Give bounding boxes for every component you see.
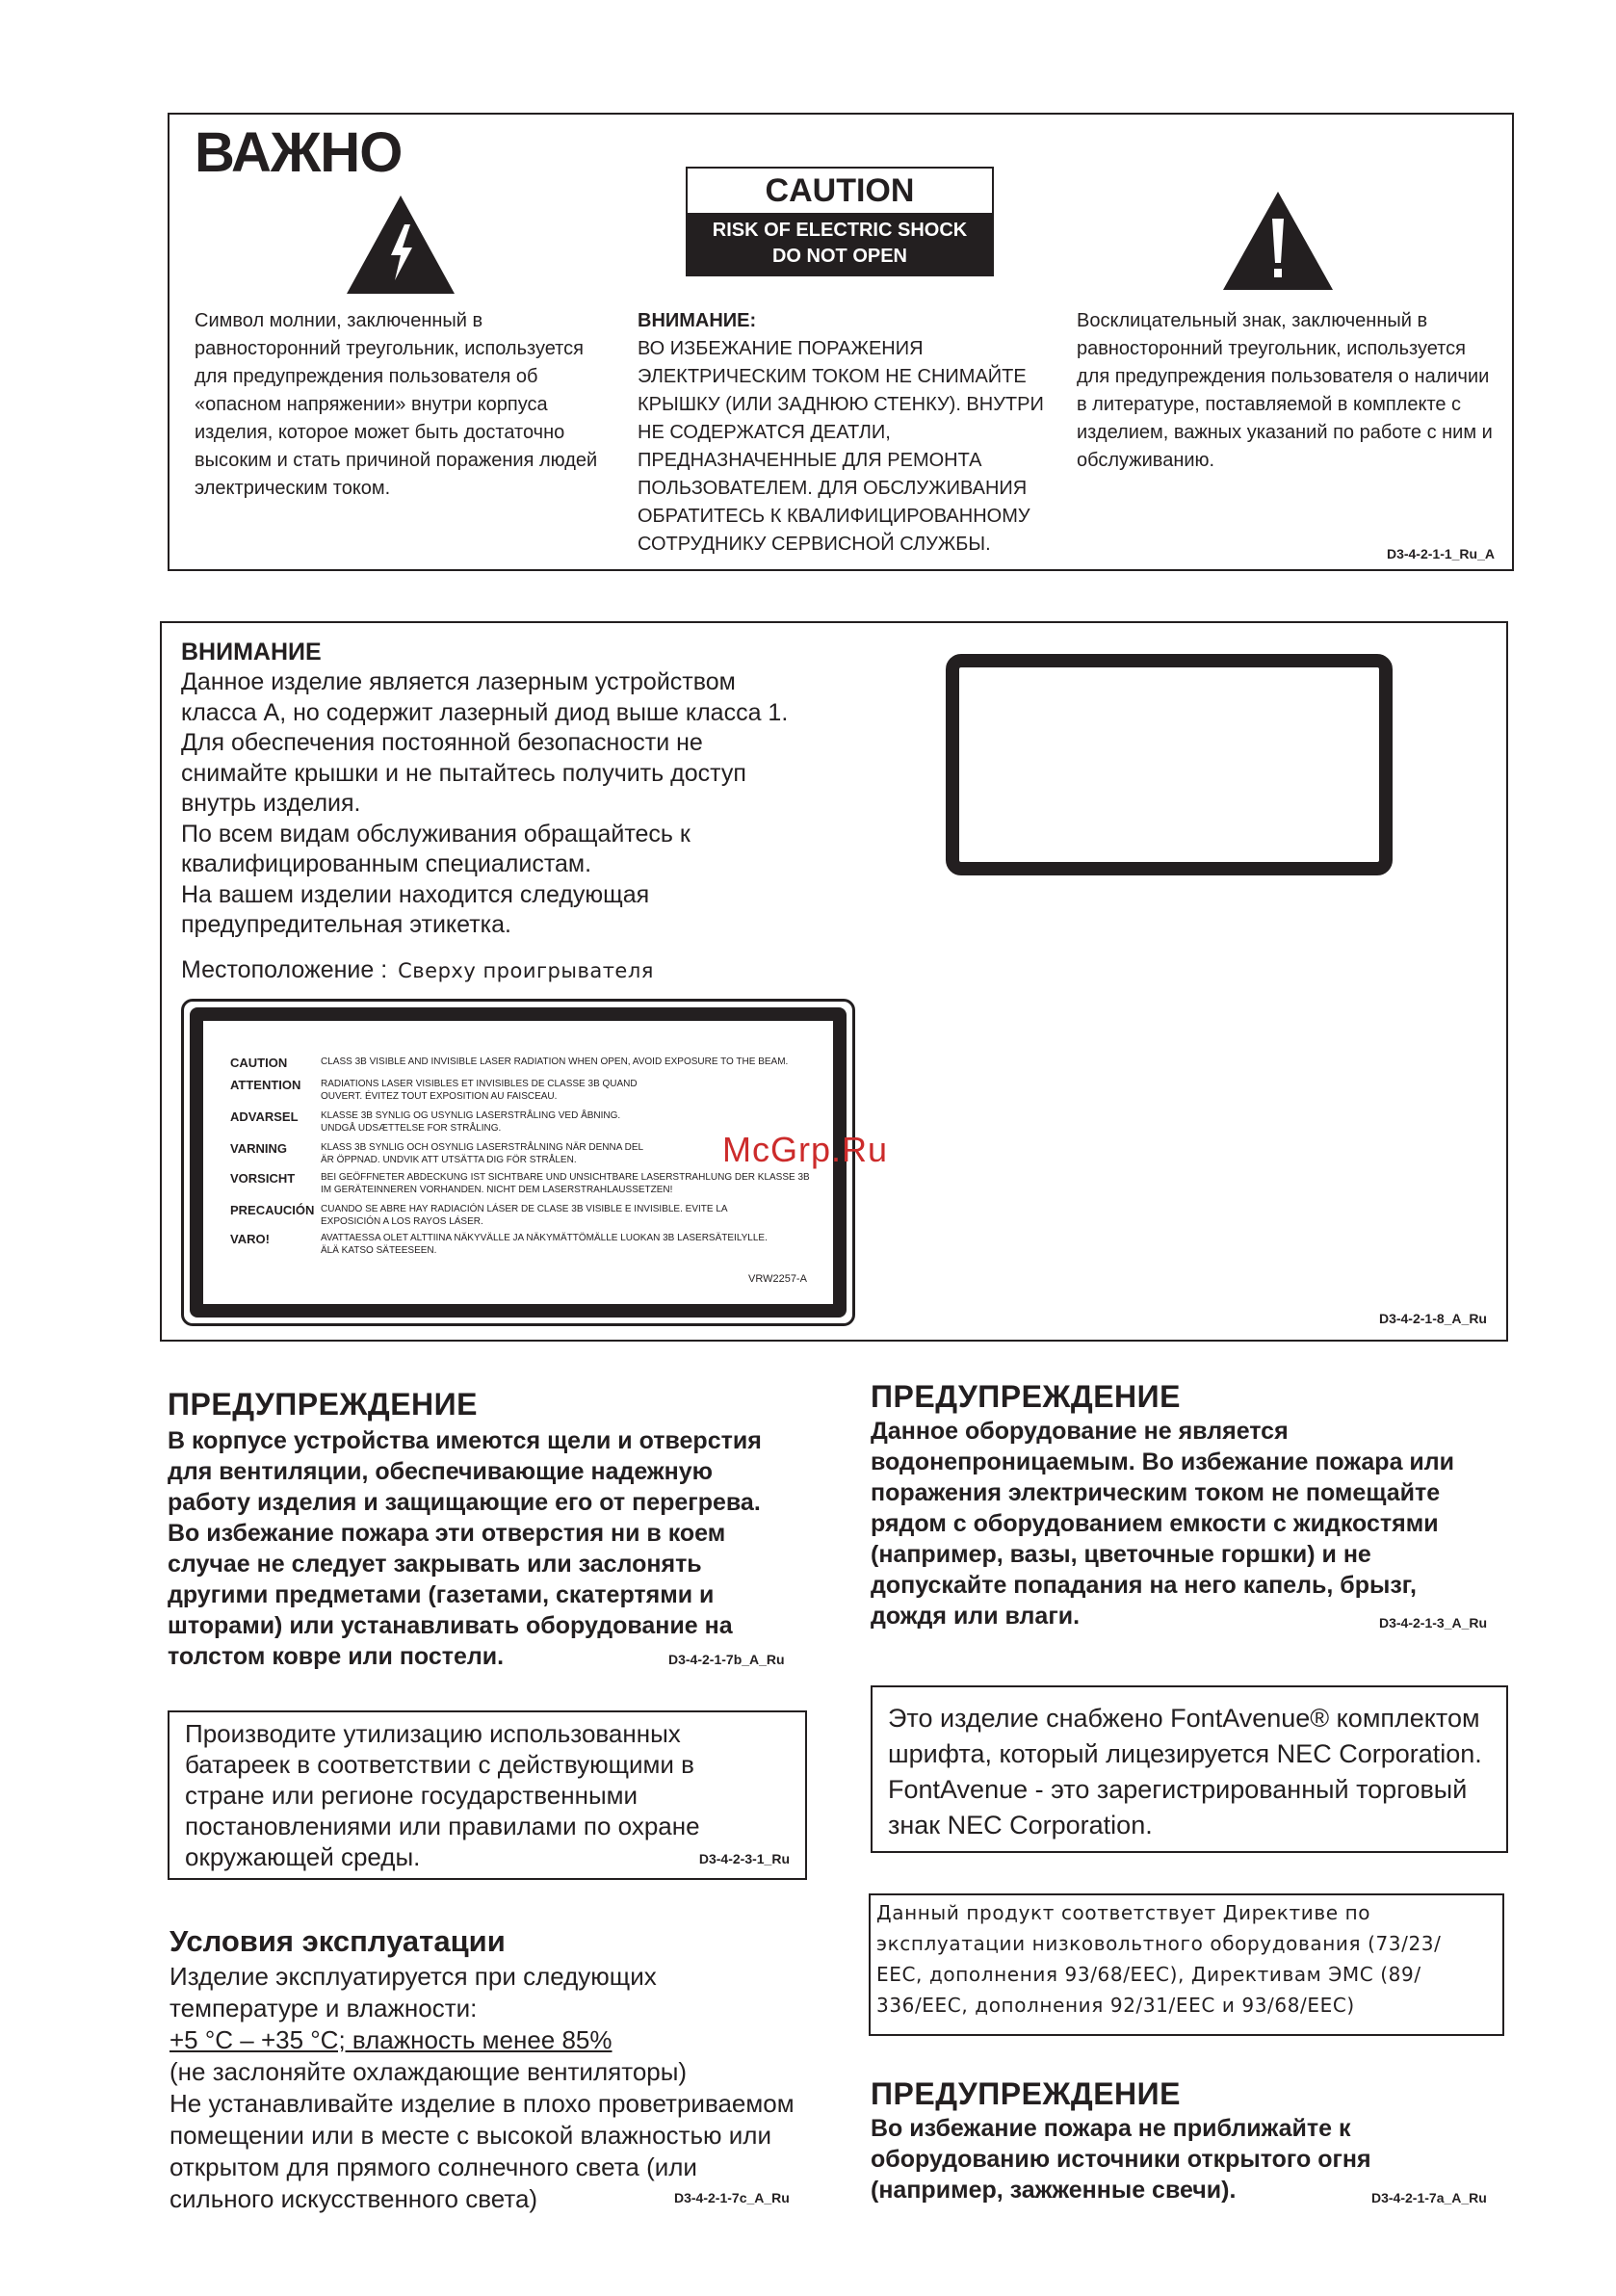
caution-description: ВНИМАНИЕ: ВО ИЗБЕЖАНИЕ ПОРАЖЕНИЯ ЭЛЕКТРИЧЕСКИМ ТОКОМ НЕ СНИМАЙТЕ КРЫШКУ (ИЛИ ЗАДНЮЮ СТЕНКУ). ВНУТРИ НЕ СОДЕРЖАТСЯ ДЕАТЛИ, ПРЕДНАЗНАЧЕННЫЕ ДЛЯ РЕМОНТА ПОЛЬЗОВАТЕЛЕМ. ДЛЯ ОБСЛУЖИВАНИЯ ОБРАТИТЕСЬ К КВАЛИФИЦИРОВАННОМУ СОТРУДНИКУ СЕРВИСНОЙ СЛУЖБЫ. [638,307,1044,559]
important-box [168,113,1514,571]
operation-conditions: +5 °C – +35 °C; влажность менее 85% [169,2025,613,2054]
caution-sign-line2: DO NOT OPEN [771,246,907,267]
location-line [181,956,654,984]
caution-sign-title: CAUTION [765,172,915,209]
label-rows: CAUTION CLASS 3B VISIBLE AND INVISIBLE LASER RADIATION WHEN OPEN, AVOID EXPOSURE TO THE BEAM. ATTENTION RADIATIONS LASER VISIBLES ET INVISIBLES DE CLASSE 3B QUAND OUVERT. ÉVITEZ TOUT EXPOSITION AU FAISCEAU. ADVARSEL KLASSE 3B SYNLIG OG USYNLIG LASERSTRÅLING VED ÅBNING. UNDGÅ UDSÆTTELSE FOR STRÅLING. VARNING KLASS 3B SYNLIG OCH OSYNLIG LASERSTRÅLNING NÄR DENNA DEL ÄR ÖPPNAD. UNDVIK ATT UTSÄTTA DIG FÖR STRÅLEN. VORSICHT BEI GEÖFFNETER ABDECKUNG IST SICHTBARE UND UNSICHTBARE LASERSTRAHLUNG DER KLASSE 3B IM GERÄTEINNEREN VORHANDEN. NICHT DEM LASERSTRAHLAUSSETZEN! PRECAUCIÓN CUANDO SE ABRE HAY RADIACIÓN LÁSER DE CLASE 3B VISIBLE E INVISIBLE. EVITE LA EXPOSICIÓN A LOS RAYOS LÁSER. VARO! AVATTAESSA OLET ALTTIINA NÄKYVÄLLE JA NÄKYMÄTTÖMÄLLE LUOKAN 3B LASERSÄTEILYLLE. ÄLÄ KATSO SÄTEESEEN. VRW2257-A [230,1056,810,1285]
warning-2-text: Данное оборудование не является водонепроницаемым. Во избежание пожара или поражения электрическим током не помещайте рядом с оборудованием емкости с жидкостями (например, вазы, цветочные горшки) и не допускайте попадания на него капель, брызг, дождя или влаги. [871,1418,1455,1630]
warning-1-title: ПРЕДУПРЕЖДЕНИЕ [168,1387,478,1422]
lightning-description: Символ молнии, заключенный в равносторонний треугольник, используется для предупреждения пользователя об «опасном напряжении» внутри корпуса изделия, которое может быть достаточно высоким и стать причиной поражения людей электрическим током. [195,310,598,499]
directive-box [869,1893,1504,2036]
exclamation-warning-icon [1219,188,1337,294]
blank-label-frame [946,654,1393,875]
operation-text: Изделие эксплуатируется при следующих температуре и влажности: +5 °C – +35 °C; влажность менее 85% (не заслоняйте охлаждающие вентиляторы) Не устанавливайте изделие в плохо проветриваемом помещении или в месте с высокой влажностью или открытом для прямого солнечного света (или сильного искусственного света) [169,1962,795,2213]
warning-3-code: D3-4-2-1-7a_A_Ru [1371,2190,1487,2205]
battery-code: D3-4-2-3-1_Ru [698,1851,790,1866]
caution-sign-line1: RISK OF ELECTRIC SHOCK [712,220,968,241]
laser-code: D3-4-2-1-8_A_Ru [1378,1311,1487,1326]
directive-text: Данный продукт соответствует Директиве по эксплуатации низковольтного оборудования (73/23/ EEC, дополнения 93/68/EEC), Директивам ЭМС (89/ 336/EEC, дополнения 92/31/EEC и 93/68/EEC) [876,1901,1442,2017]
warning-1-code: D3-4-2-1-7b_A_Ru [668,1652,785,1667]
battery-box [168,1710,807,1880]
laser-box [160,621,1508,1342]
watermark: McGrp.Ru [722,1130,889,1169]
important-code: D3-4-2-1-1_Ru_A [1386,546,1495,561]
caution-heading: ВНИМАНИЕ: [638,310,757,331]
operation-title: Условия эксплуатации [169,1924,506,1958]
laser-text: Данное изделие является лазерным устройством класса A, но содержит лазерный диод выше класса 1. Для обеспечения постоянной безопасности не снимайте крышки и не пытайтесь получить доступ внутрь изделия. По всем видам обслуживания обращайтесь к квалифицированным специалистам. На вашем изделии находится следующая предупредительная этикетка. [181,668,789,938]
warning-1-text: В корпусе устройства имеются щели и отверстия для вентиляции, обеспечивающие надежную работу изделия и защищающие его от перегрева. Во избежание пожара эти отверстия ни в коем случае не следует закрывать или заслонять другими предметами (газетами, скатертями и шторами) или устанавливать оборудование на толстом ковре или постели. [168,1427,762,1670]
battery-text: Производите утилизацию использованных батареек в соответствии с действующими в стране или регионе государственными постановлениями или правилами по охране окружающей среды. [185,1719,700,1871]
lightning-warning-icon [343,192,458,298]
warning-2-title: ПРЕДУПРЕЖДЕНИЕ [871,1379,1181,1414]
warning-2-code: D3-4-2-1-3_A_Ru [1379,1615,1488,1631]
font-box [871,1685,1508,1853]
laser-heading: ВНИМАНИЕ [181,639,322,665]
warning-3-text: Во избежание пожара не приближайте к оборудованию источники открытого огня (например, зажженные свечи). [871,2115,1371,2204]
location-label: Местоположение : [181,956,388,983]
warning-3-title: ПРЕДУПРЕЖДЕНИЕ [871,2076,1181,2111]
location-value: Сверху проигрывателя [398,959,654,982]
font-text: Это изделие снабжено FontAvenue® комплектом шрифта, который лицезируется NEC Corporation. FontAvenue - это зарегистрированный торговый знак NEC Corporation. [888,1704,1482,1839]
exclamation-description: Восклицательный знак, заключенный в равносторонний треугольник, используется для предупреждения пользователя о наличии в литературе, поставляемой в комплекте с изделием, важных указаний по работе с ним и обслуживанию. [1077,310,1493,471]
important-title: ВАЖНО [195,121,403,184]
label-code: VRW2257-A [748,1273,807,1285]
operation-code: D3-4-2-1-7c_A_Ru [674,2190,790,2205]
caution-sign [686,167,994,276]
